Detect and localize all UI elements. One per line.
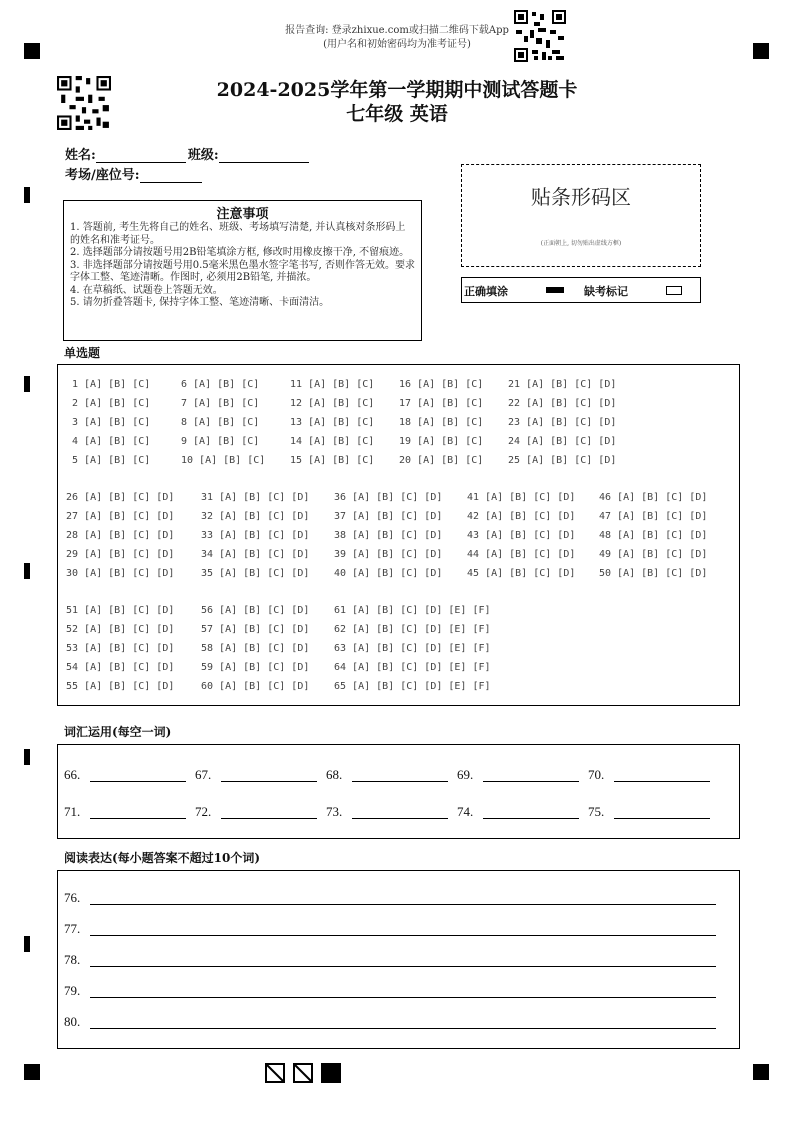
mc-answer-box bbox=[57, 364, 740, 706]
mc-question-row[interactable]: 17 [A] [B] [C] bbox=[399, 398, 484, 409]
mc-question-row[interactable]: 40 [A] [B] [C] [D] bbox=[334, 568, 443, 579]
vocab-section-label: 词汇运用(每空一词) bbox=[64, 725, 172, 739]
vocab-answer-line[interactable] bbox=[483, 781, 579, 782]
mc-question-row[interactable]: 57 [A] [B] [C] [D] bbox=[201, 624, 310, 635]
crossed-square-icon bbox=[265, 1063, 285, 1083]
timing-mark bbox=[24, 376, 30, 392]
mc-question-row[interactable]: 1 [A] [B] [C] bbox=[72, 379, 151, 390]
vocab-answer-box bbox=[57, 744, 740, 839]
mc-question-row[interactable]: 10 [A] [B] [C] bbox=[181, 455, 266, 466]
notice-title: 注意事项 bbox=[216, 207, 269, 222]
vocab-item-number: 71. bbox=[64, 804, 81, 819]
notice-item: 2. 选择题部分请按题号用2B铅笔填涂方框, 修改时用橡皮擦干净, 不留痕迹。 bbox=[70, 247, 410, 258]
vocab-answer-line[interactable] bbox=[352, 781, 448, 782]
notice-item: 1. 答题前, 考生先将自己的姓名、班级、考场填写清楚, 并认真核对条形码上的姓名和准考证号。 bbox=[70, 222, 406, 246]
mc-question-row[interactable]: 24 [A] [B] [C] [D] bbox=[508, 436, 617, 447]
mc-question-row[interactable]: 12 [A] [B] [C] bbox=[290, 398, 375, 409]
mc-question-row[interactable]: 26 [A] [B] [C] [D] bbox=[66, 492, 175, 503]
class-label: 班级: bbox=[187, 148, 219, 163]
mc-question-row[interactable]: 45 [A] [B] [C] [D] bbox=[467, 568, 576, 579]
mc-question-row[interactable]: 38 [A] [B] [C] [D] bbox=[334, 530, 443, 541]
mc-question-row[interactable]: 43 [A] [B] [C] [D] bbox=[467, 530, 576, 541]
mc-question-row[interactable]: 61 [A] [B] [C] [D] [E] [F] bbox=[334, 605, 491, 616]
mc-question-row[interactable]: 58 [A] [B] [C] [D] bbox=[201, 643, 310, 654]
reading-answer-line[interactable] bbox=[90, 935, 716, 936]
mc-question-row[interactable]: 39 [A] [B] [C] [D] bbox=[334, 549, 443, 560]
vocab-item-number: 67. bbox=[195, 767, 212, 782]
absent-mark-checkbox[interactable] bbox=[666, 286, 682, 295]
notice-item: 4. 在草稿纸、试题卷上答题无效。 bbox=[70, 284, 223, 296]
absent-mark-label: 缺考标记 bbox=[584, 285, 628, 298]
notice-item: 3. 非选择题部分请按题号用0.5毫米黑色墨水签字笔书写, 否则作答无效。要求字体工整、笔迹清晰。作图时, 必须用2B铅笔, 并描浓。 bbox=[70, 259, 415, 283]
mc-question-row[interactable]: 16 [A] [B] [C] bbox=[399, 379, 484, 390]
vocab-item-number: 70. bbox=[588, 767, 605, 782]
mc-question-row[interactable]: 34 [A] [B] [C] [D] bbox=[201, 549, 310, 560]
vocab-answer-line[interactable] bbox=[483, 818, 579, 819]
vocab-answer-line[interactable] bbox=[614, 818, 710, 819]
mc-question-row[interactable]: 33 [A] [B] [C] [D] bbox=[201, 530, 310, 541]
login-line: 报告查询: 登录zhixue.com或扫描二维码下载App bbox=[285, 25, 509, 36]
exam-title: 2024-2025学年第一学期期中测试答题卡 bbox=[216, 79, 578, 101]
mc-question-row[interactable]: 56 [A] [B] [C] [D] bbox=[201, 605, 310, 616]
mc-question-row[interactable]: 51 [A] [B] [C] [D] bbox=[66, 605, 175, 616]
mc-question-row[interactable]: 41 [A] [B] [C] [D] bbox=[467, 492, 576, 503]
notice-item: 5. 请勿折叠答题卡, 保持字体工整、笔迹清晰、卡面清洁。 bbox=[70, 297, 330, 308]
vocab-answer-line[interactable] bbox=[221, 818, 317, 819]
reading-answer-box bbox=[57, 870, 740, 1049]
mc-question-row[interactable]: 46 [A] [B] [C] [D] bbox=[599, 492, 708, 503]
corner-mark-bottom-left bbox=[24, 1064, 40, 1080]
vocab-item-number: 72. bbox=[195, 804, 212, 819]
room-field[interactable] bbox=[140, 168, 202, 183]
vocab-item-number: 66. bbox=[64, 767, 81, 782]
reading-item-number: 78. bbox=[64, 952, 81, 967]
mc-question-row[interactable]: 20 [A] [B] [C] bbox=[399, 455, 484, 466]
mc-question-row[interactable]: 50 [A] [B] [C] [D] bbox=[599, 568, 708, 579]
mc-question-row[interactable]: 42 [A] [B] [C] [D] bbox=[467, 511, 576, 522]
mc-question-row[interactable]: 52 [A] [B] [C] [D] bbox=[66, 624, 175, 635]
vocab-item-number: 73. bbox=[326, 804, 343, 819]
mc-question-row[interactable]: 63 [A] [B] [C] [D] [E] [F] bbox=[334, 643, 491, 654]
vocab-item-number: 74. bbox=[457, 804, 474, 819]
mc-question-row[interactable]: 9 [A] [B] [C] bbox=[181, 436, 260, 447]
barcode-note: (正面朝上, 切勿贴出虚线方框) bbox=[540, 240, 622, 247]
barcode-title: 贴条形码区 bbox=[531, 185, 631, 209]
correct-fill-sample-icon bbox=[546, 287, 564, 293]
reading-item-number: 76. bbox=[64, 890, 81, 905]
mc-question-row[interactable]: 8 [A] [B] [C] bbox=[181, 417, 260, 428]
mc-question-row[interactable]: 64 [A] [B] [C] [D] [E] [F] bbox=[334, 662, 491, 673]
mc-question-row[interactable]: 2 [A] [B] [C] bbox=[72, 398, 151, 409]
mc-question-row[interactable]: 27 [A] [B] [C] [D] bbox=[66, 511, 175, 522]
reading-item-number: 79. bbox=[64, 983, 81, 998]
mc-question-row[interactable]: 11 [A] [B] [C] bbox=[290, 379, 375, 390]
vocab-item-number: 68. bbox=[326, 767, 343, 782]
mc-question-row[interactable]: 30 [A] [B] [C] [D] bbox=[66, 568, 175, 579]
vocab-answer-line[interactable] bbox=[90, 781, 186, 782]
reading-item-number: 77. bbox=[64, 921, 81, 936]
mc-question-row[interactable]: 55 [A] [B] [C] [D] bbox=[66, 681, 175, 692]
mc-question-row[interactable]: 31 [A] [B] [C] [D] bbox=[201, 492, 310, 503]
mc-question-row[interactable]: 29 [A] [B] [C] [D] bbox=[66, 549, 175, 560]
mc-question-row[interactable]: 53 [A] [B] [C] [D] bbox=[66, 643, 175, 654]
mc-question-row[interactable]: 44 [A] [B] [C] [D] bbox=[467, 549, 576, 560]
notice-items bbox=[64, 222, 421, 310]
barcode-area bbox=[461, 164, 701, 267]
corner-mark-bottom-right bbox=[753, 1064, 769, 1080]
name-label: 姓名: bbox=[65, 148, 96, 163]
reading-item-number: 80. bbox=[64, 1014, 81, 1029]
mc-question-row[interactable]: 23 [A] [B] [C] [D] bbox=[508, 417, 617, 428]
mc-question-row[interactable]: 47 [A] [B] [C] [D] bbox=[599, 511, 708, 522]
mc-question-row[interactable]: 3 [A] [B] [C] bbox=[72, 417, 151, 428]
vocab-answer-line[interactable] bbox=[221, 781, 317, 782]
login-sub: (用户名和初始密码均为准考证号) bbox=[323, 39, 471, 50]
header-note bbox=[0, 24, 794, 52]
mc-question-row[interactable]: 65 [A] [B] [C] [D] [E] [F] bbox=[334, 681, 491, 692]
reading-section-label: 阅读表达(每小题答案不超过10个词) bbox=[64, 851, 261, 865]
mc-question-row[interactable]: 32 [A] [B] [C] [D] bbox=[201, 511, 310, 522]
qr-code-icon bbox=[514, 10, 566, 62]
mc-question-row[interactable]: 13 [A] [B] [C] bbox=[290, 417, 375, 428]
mc-question-row[interactable]: 28 [A] [B] [C] [D] bbox=[66, 530, 175, 541]
mc-question-row[interactable]: 62 [A] [B] [C] [D] [E] [F] bbox=[334, 624, 491, 635]
reading-answer-line[interactable] bbox=[90, 904, 716, 905]
mc-section-label: 单选题 bbox=[64, 346, 101, 360]
crossed-square-icon bbox=[293, 1063, 313, 1083]
mc-question-row[interactable]: 35 [A] [B] [C] [D] bbox=[201, 568, 310, 579]
vocab-answer-line[interactable] bbox=[614, 781, 710, 782]
mc-question-row[interactable]: 19 [A] [B] [C] bbox=[399, 436, 484, 447]
mc-question-row[interactable]: 25 [A] [B] [C] [D] bbox=[508, 455, 617, 466]
mc-question-row[interactable]: 6 [A] [B] [C] bbox=[181, 379, 260, 390]
mc-question-row[interactable]: 21 [A] [B] [C] [D] bbox=[508, 379, 617, 390]
page-title bbox=[0, 78, 794, 126]
mc-question-row[interactable]: 37 [A] [B] [C] [D] bbox=[334, 511, 443, 522]
mc-question-row[interactable]: 60 [A] [B] [C] [D] bbox=[201, 681, 310, 692]
vocab-answer-line[interactable] bbox=[90, 818, 186, 819]
vocab-item-number: 69. bbox=[457, 767, 474, 782]
mc-question-row[interactable]: 59 [A] [B] [C] [D] bbox=[201, 662, 310, 673]
notice-box bbox=[63, 200, 422, 341]
mc-question-row[interactable]: 22 [A] [B] [C] [D] bbox=[508, 398, 617, 409]
class-field[interactable] bbox=[219, 148, 309, 163]
filled-square-icon bbox=[321, 1063, 341, 1083]
name-field[interactable] bbox=[96, 148, 186, 163]
mc-question-row[interactable]: 36 [A] [B] [C] [D] bbox=[334, 492, 443, 503]
room-row bbox=[65, 164, 202, 183]
timing-mark bbox=[24, 563, 30, 579]
mc-question-row[interactable]: 4 [A] [B] [C] bbox=[72, 436, 151, 447]
mc-question-row[interactable]: 15 [A] [B] [C] bbox=[290, 455, 375, 466]
mc-question-row[interactable]: 7 [A] [B] [C] bbox=[181, 398, 260, 409]
room-label: 考场/座位号: bbox=[65, 168, 140, 183]
mc-question-row[interactable]: 49 [A] [B] [C] [D] bbox=[599, 549, 708, 560]
mc-question-row[interactable]: 14 [A] [B] [C] bbox=[290, 436, 375, 447]
vocab-item-number: 75. bbox=[588, 804, 605, 819]
reading-answer-line[interactable] bbox=[90, 966, 716, 967]
timing-mark bbox=[24, 936, 30, 952]
reading-answer-line[interactable] bbox=[90, 997, 716, 998]
mc-question-row[interactable]: 54 [A] [B] [C] [D] bbox=[66, 662, 175, 673]
timing-mark bbox=[24, 749, 30, 765]
correct-fill-label: 正确填涂 bbox=[464, 285, 508, 298]
vocab-answer-line[interactable] bbox=[352, 818, 448, 819]
mc-question-row[interactable]: 48 [A] [B] [C] [D] bbox=[599, 530, 708, 541]
timing-mark bbox=[24, 187, 30, 203]
name-class-row bbox=[65, 144, 309, 163]
reading-answer-line[interactable] bbox=[90, 1028, 716, 1029]
exam-subtitle: 七年级 英语 bbox=[346, 103, 448, 125]
fill-legend bbox=[461, 277, 701, 303]
mc-question-row[interactable]: 18 [A] [B] [C] bbox=[399, 417, 484, 428]
mc-question-row[interactable]: 5 [A] [B] [C] bbox=[72, 455, 151, 466]
